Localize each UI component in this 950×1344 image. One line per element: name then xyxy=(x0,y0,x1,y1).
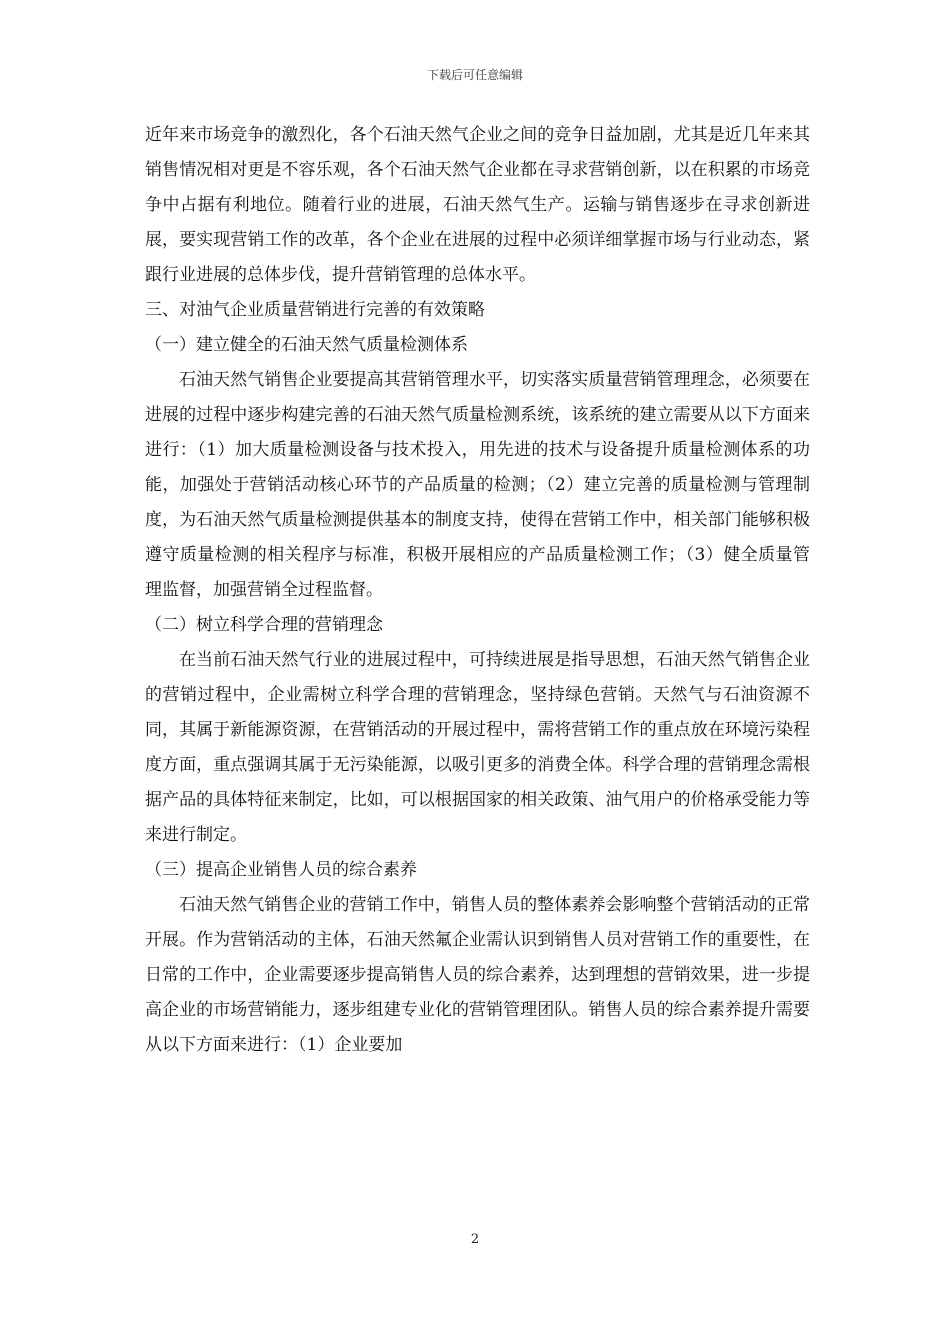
subsection-heading: （三）提高企业销售人员的综合素养 xyxy=(145,860,417,880)
paragraph: 石油天然气销售企业的营销工作中，销售人员的整体素养会影响整个营销活动的正常开展。作为营销活动的主体，石油天然氟企业需认识到销售人员对营销工作的重要性，在日常的工作中，企业需要逐步提高销售人员的综合素养，达到理想的营销效果，进一步提高企业的市场营销能力，逐步组建专业化的营销管理团队。销售人员的综合素养提升需要从以下方面来进行：（1）企业要加 xyxy=(145,895,810,1055)
paragraph: 石油天然气销售企业要提高其营销管理水平，切实落实质量营销管理理念，必须要在进展的过程中逐步构建完善的石油天然气质量检测系统，该系统的建立需要从以下方面来进行：（1）加大质量检测设备与技术投入，用先进的技术与设备提升质量检测体系的功能，加强处于营销活动核心环节的产品质量的检测；（2）建立完善的质量检测与管理制度，为石油天然气质量检测提供基本的制度支持，使得在营销工作中，相关部门能够积极遵守质量检测的相关程序与标准，积极开展相应的产品质量检测工作；（3）健全质量管理监督，加强营销全过程监督。 xyxy=(145,370,810,600)
paragraph: 在当前石油天然气行业的进展过程中，可持续进展是指导思想，石油天然气销售企业的营销过程中，企业需树立科学合理的营销理念，坚持绿色营销。天然气与石油资源不同，其属于新能源资源，在营销活动的开展过程中，需将营销工作的重点放在环境污染程度方面，重点强调其属于无污染能源，以吸引更多的消费全体。科学合理的营销理念需根据产品的具体特征来制定，比如，可以根据国家的相关政策、油气用户的价格承受能力等来进行制定。 xyxy=(145,650,810,845)
subsection-heading: （一）建立健全的石油天然气质量检测体系 xyxy=(145,335,468,355)
page-number: 2 xyxy=(470,1232,480,1247)
page-header-note: 下载后可任意编辑 xyxy=(426,68,523,82)
document-body xyxy=(145,118,810,1063)
subsection-heading: （二）树立科学合理的营销理念 xyxy=(145,615,383,635)
section-heading: 三、对油气企业质量营销进行完善的有效策略 xyxy=(145,300,485,320)
paragraph: 近年来市场竞争的激烈化，各个石油天然气企业之间的竞争日益加剧，尤其是近几年来其销售情况相对更是不容乐观，各个石油天然气企业都在寻求营销创新，以在积累的市场竞争中占据有利地位。随着行业的进展，石油天然气生产。运输与销售逐步在寻求创新进展，要实现营销工作的改革，各个企业在进展的过程中必须详细掌握市场与行业动态，紧跟行业进展的总体步伐，提升营销管理的总体水平。 xyxy=(145,125,810,285)
